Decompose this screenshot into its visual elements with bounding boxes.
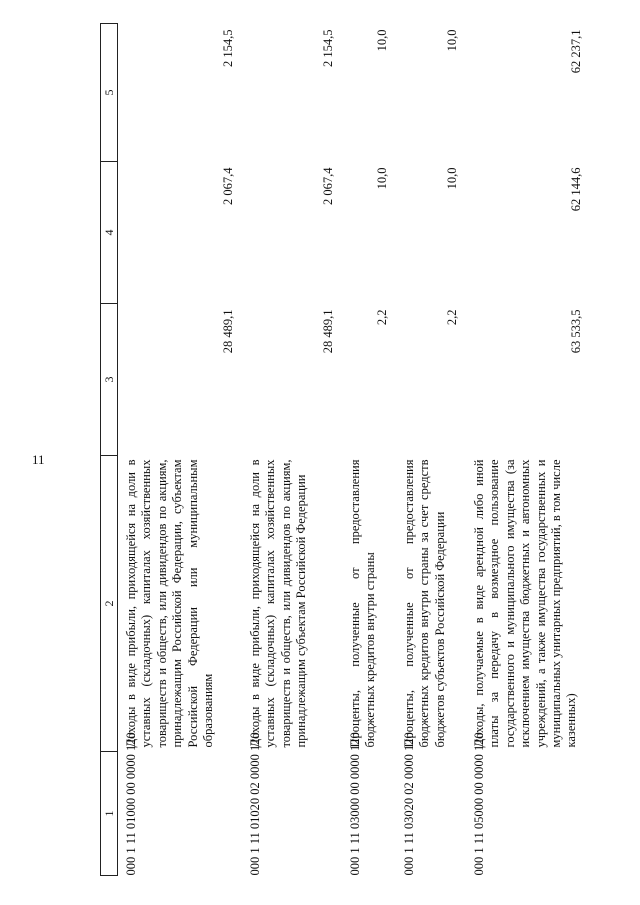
value-col-4: 10,0 [444, 167, 459, 190]
revenue-description: Доходы, получаемые в виде арендной либо иной платы за передачу в возмездное пользование государственного и муниципального имущества (за исключением имущества бюджетных и автономных учреждений, а также имущества государственных и муниципальных унитарных предприятий, в том числе казенных) [472, 459, 579, 748]
value-col-3: 28 489,1 [220, 309, 235, 354]
revenue-description: Проценты, полученные от предоставления бюджетных кредитов внутри страны за счет средств бюджетов субъектов Российской Федерации [402, 459, 447, 748]
table-row [396, 24, 466, 876]
column-header-5: 5 [101, 24, 118, 162]
revenue-code: 000 1 11 05000 00 0000 120 [472, 732, 486, 876]
table-row [466, 24, 590, 876]
revenue-code: 000 1 11 03020 02 0000 120 [402, 732, 416, 876]
value-col-3: 63 533,5 [568, 309, 583, 354]
column-header-1: 1 [101, 752, 118, 876]
table-header-row [101, 24, 118, 876]
column-header-2: 2 [101, 456, 118, 752]
value-col-3: 2,2 [444, 309, 459, 326]
rotated-table-container [100, 24, 640, 876]
value-col-4: 2 067,4 [220, 167, 235, 205]
revenue-code: 000 1 11 03000 00 0000 120 [348, 732, 362, 876]
page-number: 11 [32, 452, 45, 467]
value-col-5: 2 154,5 [320, 29, 335, 67]
table-row [342, 24, 396, 876]
column-header-3: 3 [101, 304, 118, 456]
value-col-4: 10,0 [374, 167, 389, 190]
value-col-3: 2,2 [374, 309, 389, 326]
value-col-4: 62 144,6 [568, 167, 583, 212]
value-col-5: 62 237,1 [568, 29, 583, 74]
column-header-4: 4 [101, 162, 118, 304]
revenue-description: Проценты, полученные от предоставления бюджетных кредитов внутри страны [348, 459, 378, 748]
revenue-description: Доходы в виде прибыли, приходящейся на доли в уставных (складочных) капиталах хозяйственных товариществ и обществ, или дивидендов по акциям, принадлежащим субъектам Российской Федерации [248, 459, 309, 748]
revenue-code: 000 1 11 01020 02 0000 120 [248, 732, 262, 876]
table-row [242, 24, 342, 876]
budget-revenue-table [100, 23, 590, 876]
value-col-4: 2 067,4 [320, 167, 335, 205]
value-col-5: 10,0 [374, 29, 389, 52]
value-col-3: 28 489,1 [320, 309, 335, 354]
revenue-description: Доходы в виде прибыли, приходящейся на доли в уставных (складочных) капиталах хозяйственных товариществ и обществ, или дивидендов по акциям, принадлежащим Российской Федерации, субъектам Российской Федерации или муниципальным образованиям [124, 459, 215, 748]
value-col-5: 2 154,5 [220, 29, 235, 67]
value-col-5: 10,0 [444, 29, 459, 52]
revenue-code: 000 1 11 01000 00 0000 120 [124, 732, 138, 876]
table-row [118, 24, 243, 876]
